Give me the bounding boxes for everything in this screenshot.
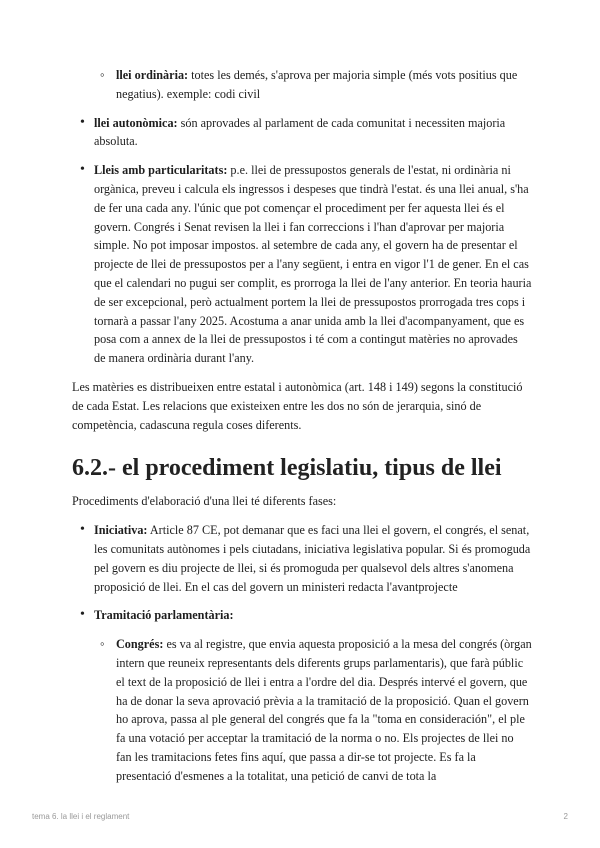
body-paragraph: Les matèries es distribueixen entre estatal i autonòmica (art. 148 i 149) segons la constitució de cada Estat. Les relacions que existeixen entre les dos no són de jerarquia, sinó de competència, cadascuna regula coses diferents. xyxy=(72,379,523,432)
bullet-list xyxy=(72,114,532,368)
list-item-llei-ordinaria xyxy=(72,66,532,104)
phases-list xyxy=(72,521,532,625)
nested-list xyxy=(72,66,532,104)
list-item-iniciativa xyxy=(72,521,532,596)
footer-title: tema 6. la llei i el reglament xyxy=(32,812,130,821)
list-item-lleis-particularitats xyxy=(72,161,532,368)
term-label: llei ordinària: xyxy=(116,68,189,82)
section-heading: 6.2.- el procediment legislatiu, tipus de llei xyxy=(72,455,502,482)
item-text: es va al registre, que envia aquesta proposició a la mesa del congrés (òrgan intern que reuneix representants dels diferents grups parlamentaris), que farà públic el text de la proposició de llei i entra a l'ordre del dia. Després intervé el govern, que ha de donar la seva aprovació prèvia a la tramitació de la proposició. Quan el govern ho aprova, passa al ple general del congrés que fa la "toma en consideración", el ple fa una votació per acceptar la tramitació de la norma o no. Els projectes de llei no fan les tramitacions fetes fins aquí, que passa a dir-se tot projecte. Es fa la presentació d'esmenes a la totalitat, una petició de canvi de tota la xyxy=(116,637,532,783)
term-label: Iniciativa: xyxy=(94,523,148,538)
term-label: Lleis amb particularitats: xyxy=(94,163,228,178)
list-item-llei-autonomica xyxy=(72,114,532,152)
list-item-tramitacio xyxy=(72,606,532,625)
intro-paragraph: Procediments d'elaboració d'una llei té diferents fases: xyxy=(72,494,337,509)
page-content xyxy=(72,66,532,796)
item-text: p.e. llei de pressupostos generals de l'estat, ni ordinària ni orgànica, preveu i calcula els ingressos i despeses que tindrà l'estat. és una llei anual, s'ha de fer una cada any. l'únic que pot començar el procediment per fer aquesta llei és el govern. Congrés i Senat revisen la llei i fan correccions i l'han d'aprovar per majoria simple. No pot imposar impostos. al setembre de cada any, el govern ha de presentar el projecte de llei de pressupostos per a l'any següent, i entra en vigor l'1 de gener. En el cas que el calendari no pugui ser complit, es prorroga la llei de l'any anterior. En teoria hauria de ser excepcional, però actualment portem la llei de pressupostos prorrogada tres cops i tornarà a passar l'any 2025. Acostuma a anar unida amb la llei d'acompanyament, que es posa com a annex de la llei de pressupostos i té com a contingut matèries no aprovades de manera ordinària durant l'any. xyxy=(94,163,532,366)
page-footer xyxy=(32,812,568,821)
list-item-congres xyxy=(72,635,532,785)
term-label: Congrés: xyxy=(116,637,164,652)
term-label: Tramitació parlamentària: xyxy=(94,608,234,623)
tramitacio-sublist xyxy=(72,635,532,785)
term-label: llei autonòmica: xyxy=(94,115,178,130)
item-text: totes les demés, s'aprova per majoria simple (més vots positius que negatius). exemple: codi civil xyxy=(116,68,518,101)
item-text: són aprovades al parlament de cada comunitat i necessiten majoria absoluta. xyxy=(94,115,506,149)
page-number: 2 xyxy=(563,812,568,821)
item-text: Article 87 CE, pot demanar que es faci una llei el govern, el congrés, el senat, les comunitats autònomes i pels ciutadans, iniciativa legislativa popular. Si és promoguda pel govern es diu projecte de llei, si és promoguda per qualsevol dels altres s'anomena proposició de llei. En el cas del govern un ministeri redacta l'avantprojecte xyxy=(94,523,531,594)
